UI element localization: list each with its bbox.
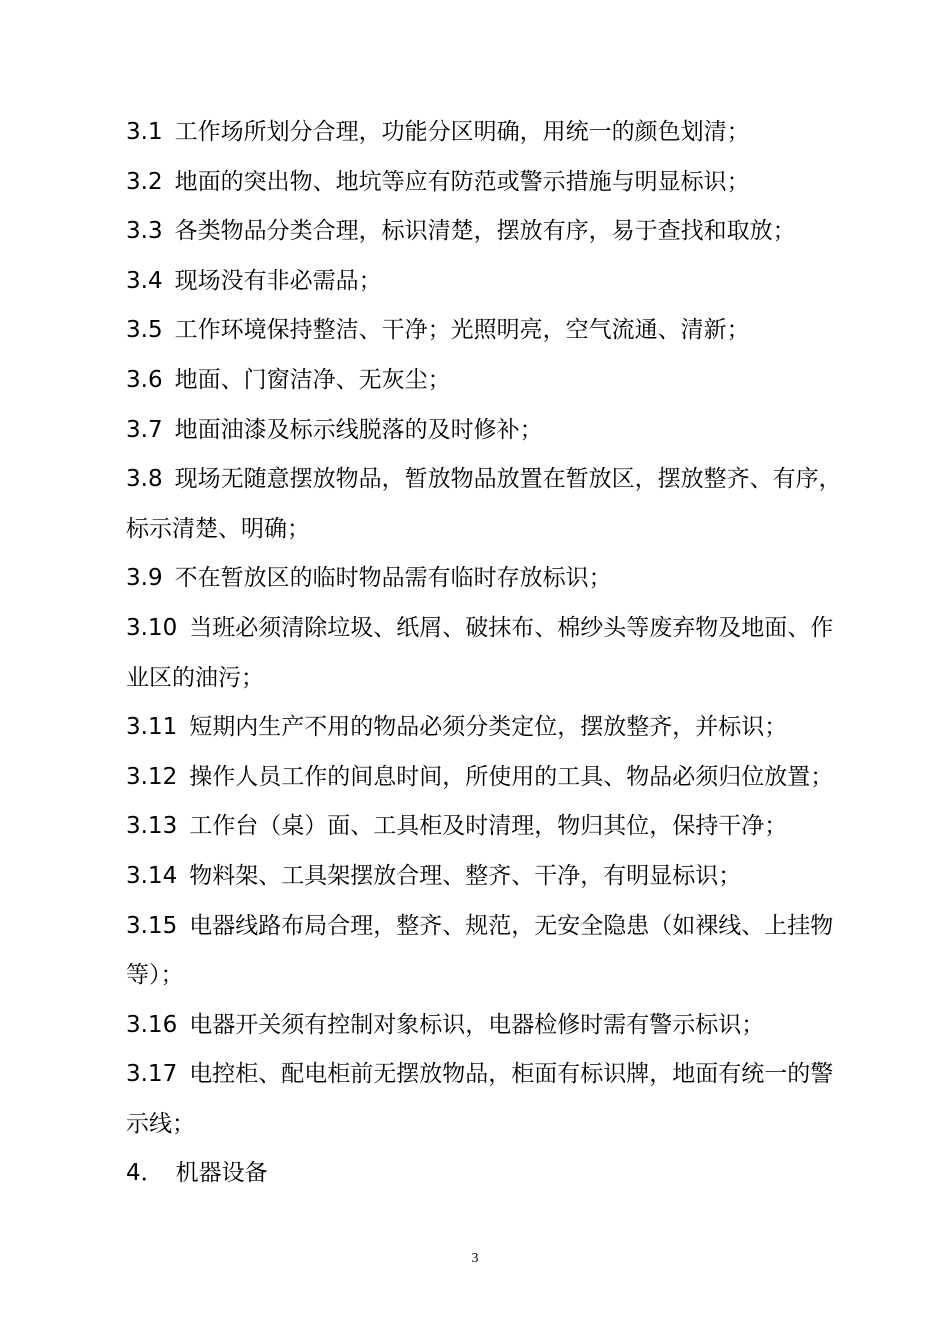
text-line-3-6 <box>126 356 866 406</box>
text-line-3-16 <box>126 1001 866 1051</box>
section-title: 机器设备 <box>175 1160 268 1187</box>
clause-number: 3.16 <box>126 1011 178 1038</box>
clause-number: 3.17 <box>126 1061 178 1088</box>
clause-number: 3.5 <box>126 317 163 344</box>
text-line-3-15 <box>126 902 866 952</box>
clause-number: 3.14 <box>126 862 178 889</box>
clause-text: 现场无随意摆放物品，暂放物品放置在暂放区，摆放整齐、有序， <box>174 466 842 493</box>
clause-text: 工作场所划分合理，功能分区明确，用统一的颜色划清； <box>174 119 750 145</box>
clause-text: 操作人员工作的间息时间，所使用的工具、物品必须归位放置； <box>189 763 834 790</box>
clause-number: 3.4 <box>126 267 163 294</box>
clause-number: 3.15 <box>126 912 178 939</box>
clause-text: 工作台（桌）面、工具柜及时清理，物归其位，保持干净； <box>189 813 788 840</box>
clause-number: 3.3 <box>126 218 163 245</box>
clause-text: 各类物品分类合理，标识清楚，摆放有序，易于查找和取放； <box>174 218 796 245</box>
section-number: 4． <box>126 1160 164 1187</box>
text-line-3-17 <box>126 1050 866 1100</box>
text-line-3-15-continued <box>126 951 866 1001</box>
document-body <box>126 108 866 1199</box>
clause-text: 地面的突出物、地坑等应有防范或警示措施与明显标识； <box>174 168 750 195</box>
text-line-3-4 <box>126 257 866 307</box>
clause-text: 示线； <box>126 1110 195 1137</box>
clause-number: 3.6 <box>126 366 163 393</box>
clause-text: 现场没有非必需品； <box>174 267 382 294</box>
clause-text: 短期内生产不用的物品必须分类定位，摆放整齐，并标识； <box>189 714 788 741</box>
text-line-3-1 <box>126 108 866 158</box>
clause-text: 当班必须清除垃圾、纸屑、破抹布、棉纱头等废弃物及地面、作 <box>189 614 834 641</box>
text-line-3-2 <box>126 158 866 208</box>
text-line-3-9 <box>126 554 866 604</box>
clause-number: 3.11 <box>126 714 178 741</box>
text-line-3-17-continued <box>126 1100 866 1150</box>
text-line-3-11 <box>126 703 866 753</box>
clause-number: 3.7 <box>126 416 163 443</box>
clause-number: 3.9 <box>126 565 163 592</box>
clause-number: 3.2 <box>126 168 163 195</box>
clause-text: 标示清楚、明确； <box>126 515 310 542</box>
page-number: 3 <box>471 1251 479 1266</box>
clause-number: 3.8 <box>126 466 163 493</box>
section-heading-4 <box>126 1149 866 1199</box>
text-line-3-8-continued <box>126 505 866 555</box>
text-line-3-3 <box>126 207 866 257</box>
clause-text: 物料架、工具架摆放合理、整齐、干净，有明显标识； <box>189 862 742 889</box>
text-line-3-8 <box>126 455 866 505</box>
text-line-3-7 <box>126 406 866 456</box>
clause-number: 3.1 <box>126 119 163 145</box>
clause-text: 业区的油污； <box>126 664 264 691</box>
text-line-3-10 <box>126 604 866 654</box>
text-line-3-10-continued <box>126 654 866 704</box>
clause-text: 电器开关须有控制对象标识，电器检修时需有警示标识； <box>189 1011 765 1038</box>
clause-text: 电控柜、配电柜前无摆放物品，柜面有标识牌，地面有统一的警 <box>189 1061 834 1088</box>
clause-number: 3.10 <box>126 614 178 641</box>
text-line-3-13 <box>126 802 866 852</box>
clause-text: 电器线路布局合理，整齐、规范，无安全隐患（如裸线、上挂物 <box>189 912 834 939</box>
text-line-3-5 <box>126 306 866 356</box>
clause-text: 工作环境保持整洁、干净；光照明亮，空气流通、清新； <box>174 317 750 344</box>
clause-number: 3.13 <box>126 813 178 840</box>
text-line-3-14 <box>126 852 866 902</box>
clause-number: 3.12 <box>126 763 178 790</box>
clause-text: 等）； <box>126 962 184 989</box>
clause-text: 地面、门窗洁净、无灰尘； <box>174 366 451 393</box>
text-line-3-12 <box>126 753 866 803</box>
clause-text: 地面油漆及标示线脱落的及时修补； <box>174 416 543 443</box>
clause-text: 不在暂放区的临时物品需有临时存放标识； <box>174 565 612 592</box>
